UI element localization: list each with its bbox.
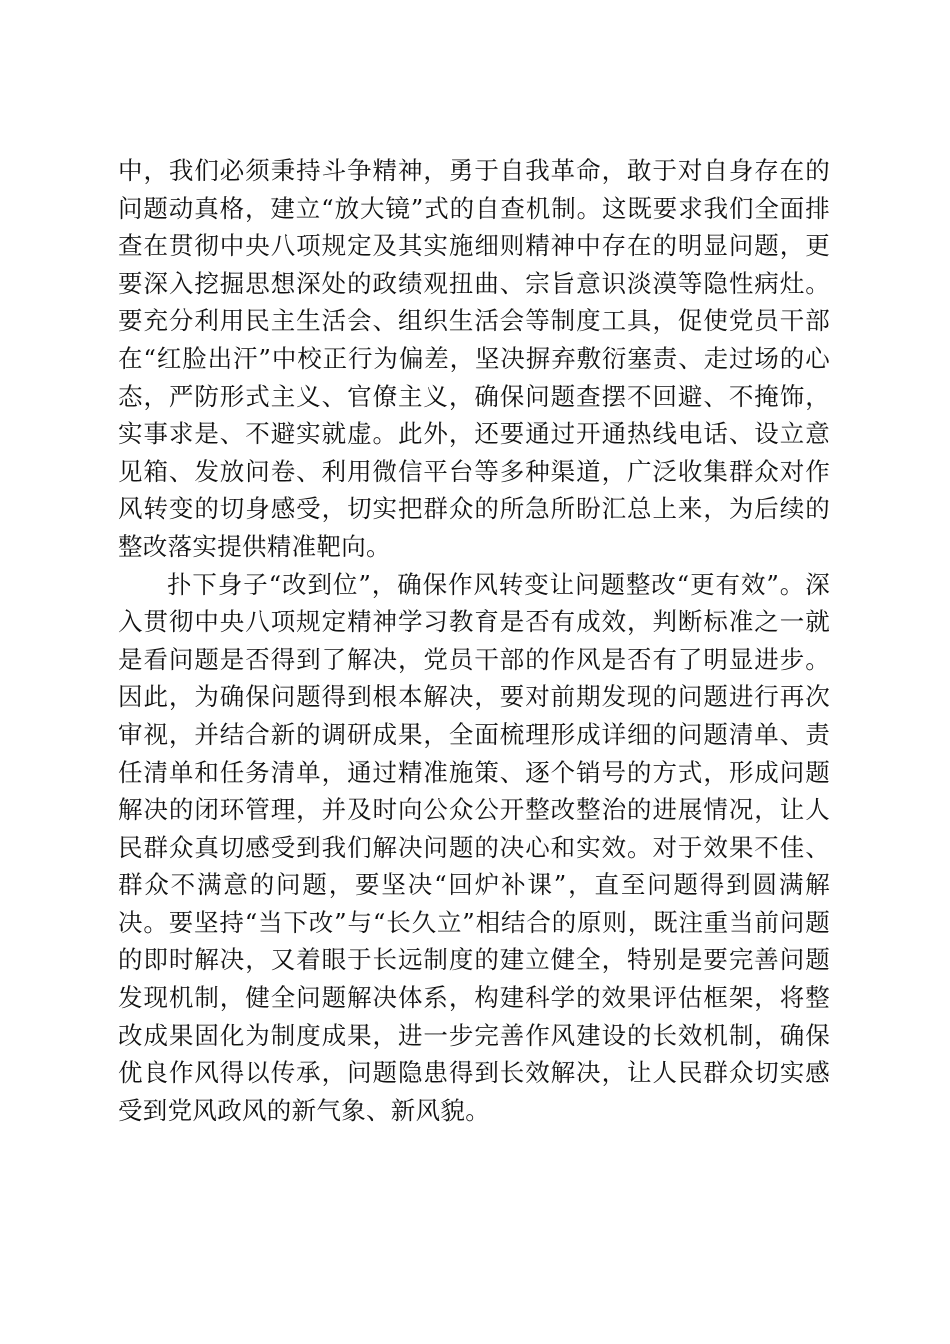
- paragraph-continuation: 中，我们必须秉持斗争精神，勇于自我革命，敢于对自身存在的问题动真格，建立“放大镜”式的自查机制。这既要求我们全面排查在贯彻中央八项规定及其实施细则精神中存在的明显问题，更要深入挖掘思想深处的政绩观扭曲、宗旨意识淡漠等隐性病灶。要充分利用民主生活会、组织生活会等制度工具，促使党员干部在“红脸出汗”中校正行为偏差，坚决摒弃敷衍塞责、走过场的心态，严防形式主义、官僚主义，确保问题查摆不回避、不掩饰，实事求是、不避实就虚。此外，还要通过开通热线电话、设立意见箱、发放问卷、利用微信平台等多种渠道，广泛收集群众对作风转变的切身感受，切实把群众的所急所盼汇总上来，为后续的整改落实提供精准靶向。: [118, 156, 830, 561]
- paragraph-rectification: 扑下身子“改到位”，确保作风转变让问题整改“更有效”。深入贯彻中央八项规定精神学习教育是否有成效，判断标准之一就是看问题是否得到了解决，党员干部的作风是否有了明显进步。因此，为确保问题得到根本解决，要对前期发现的问题进行再次审视，并结合新的调研成果，全面梳理形成详细的问题清单、责任清单和任务清单，通过精准施策、逐个销号的方式，形成问题解决的闭环管理，并及时向公众公开整改整治的进展情况，让人民群众真切感受到我们解决问题的决心和实效。对于效果不佳、群众不满意的问题，要坚决“回炉补课”，直至问题得到圆满解决。要坚持“当下改”与“长久立”相结合的原则，既注重当前问题的即时解决，又着眼于长远制度的建立健全，特别是要完善问题发现机制，健全问题解决体系，构建科学的效果评估框架，将整改成果固化为制度成果，进一步完善作风建设的长效机制，确保优良作风得以传承，问题隐患得到长效解决，让人民群众切实感受到党风政风的新气象、新风貌。: [118, 569, 830, 1125]
- document-body: [118, 152, 830, 1129]
